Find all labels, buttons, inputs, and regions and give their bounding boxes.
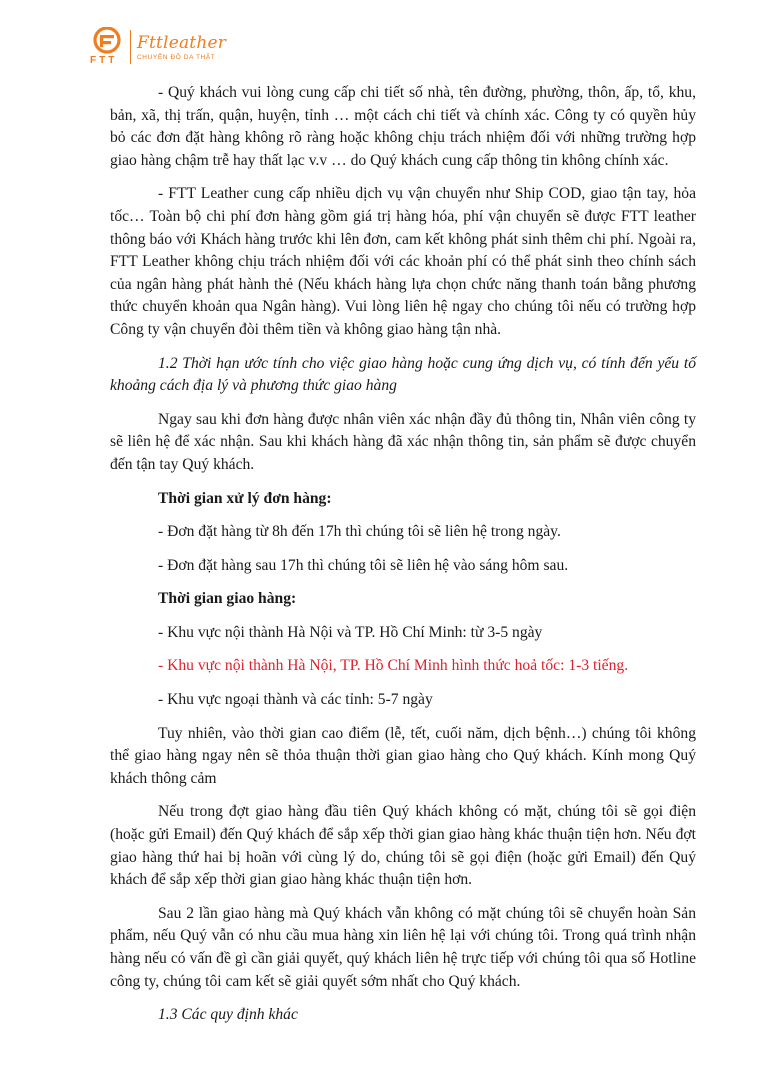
section-heading-1-3: 1.3 Các quy định khác: [158, 1006, 298, 1024]
brand-name: Fttleather: [137, 32, 227, 53]
delivery-item-express: - Khu vực nội thành Hà Nội, TP. Hồ Chí Minh hình thức hoả tốc: 1-3 tiếng.: [158, 657, 629, 675]
delivery-item-inner-city: - Khu vực nội thành Hà Nội và TP. Hồ Chí Minh: từ 3-5 ngày: [158, 623, 543, 641]
brand-tagline: CHUYÊN ĐỒ DA THẬT: [137, 53, 216, 61]
paragraph-intro: Ngay sau khi đơn hàng được nhân viên xác nhận đầy đủ thông tin, Nhân viên công ty sẽ liên hệ để xác nhận. Sau khi khách hàng đã xác nhận thông tin, sản phẩm sẽ được chuyển đến tận tay Quý khách.: [110, 410, 696, 473]
paragraph-peak-season: Tuy nhiên, vào thời gian cao điểm (lễ, tết, cuối năm, dịch bệnh…) chúng tôi không thể giao hàng ngay nên sẽ thỏa thuận thời gian giao hàng cho Quý khách. Kính mong Quý khách thông cảm: [110, 724, 696, 787]
paragraph-return: Sau 2 lần giao hàng mà Quý khách vẫn không có mặt chúng tôi sẽ chuyển hoàn Sản phẩm, nếu Quý vẫn có nhu cầu mua hàng xin liên hệ lại với chúng tôi. Trong quá trình nhận hàng nếu có vấn đề gì cần giải quyết, quý khách liên hệ trực tiếp với chúng tôi qua số Hotline công ty, chúng tôi cam kết sẽ giải quyết sớm nhất cho Quý khách.: [110, 904, 696, 990]
logo-text: [137, 34, 226, 61]
logo-divider: [130, 30, 131, 64]
document-body: [110, 82, 696, 1038]
processing-item: - Đơn đặt hàng sau 17h thì chúng tôi sẽ liên hệ vào sáng hôm sau.: [158, 556, 569, 574]
processing-item: - Đơn đặt hàng từ 8h đến 17h thì chúng tôi sẽ liên hệ trong ngày.: [158, 523, 561, 541]
section-heading-1-2: 1.2 Thời hạn ước tính cho việc giao hàng hoặc cung ứng dịch vụ, có tính đến yếu tố khoảng cách địa lý và phương thức giao hàng: [110, 354, 696, 395]
page-header: [88, 27, 226, 67]
delivery-item-provinces: - Khu vực ngoại thành và các tỉnh: 5-7 ngày: [158, 691, 433, 709]
delivery-title: Thời gian giao hàng:: [158, 590, 297, 608]
paragraph-missed-delivery: Nếu trong đợt giao hàng đầu tiên Quý khách không có mặt, chúng tôi sẽ gọi điện (hoặc gửi Email) đến Quý khách để sắp xếp thời gian giao hàng khác thuận tiện hơn. Nếu đợt giao hàng thứ hai bị hoãn với cùng lý do, chúng tôi sẽ gọi điện (hoặc gửi Email) đến Quý khách để sắp xếp thời gian giao hàng khác thuận tiện hơn.: [110, 803, 696, 889]
paragraph-address: - Quý khách vui lòng cung cấp chi tiết số nhà, tên đường, phường, thôn, ấp, tổ, khu, bản, xã, thị trấn, quận, huyện, tỉnh … một cách chi tiết và chính xác. Công ty có quyền hủy bỏ các đơn đặt hàng không rõ ràng hoặc không chịu trách nhiệm đối với những trường hợp giao hàng chậm trễ hay thất lạc v.v … do Quý khách cung cấp thông tin không chính xác.: [110, 84, 696, 169]
ftt-logo-icon: [88, 27, 126, 67]
processing-title: Thời gian xử lý đơn hàng:: [158, 489, 332, 507]
paragraph-shipping-services: - FTT Leather cung cấp nhiều dịch vụ vận chuyển như Ship COD, giao tận tay, hỏa tốc… Toàn bộ chi phí đơn hàng gồm giá trị hàng hóa, phí vận chuyển sẽ được FTT leather thông báo với Khách hàng trước khi lên đơn, cam kết không phát sinh thêm chi phí. Ngoài ra, FTT Leather không chịu trách nhiệm đối với các khoản phí có thể phát sinh theo chính sách của ngân hàng phát hành thẻ (Nếu khách hàng lựa chọn chức năng thanh toán bằng phương thức chuyển khoản qua Ngân hàng). Vui lòng liên hệ ngay cho chúng tôi nếu có trường hợp Công ty vận chuyển đòi thêm tiền và không giao hàng tận nhà.: [110, 185, 696, 338]
logo-letters: FTT: [90, 55, 118, 66]
